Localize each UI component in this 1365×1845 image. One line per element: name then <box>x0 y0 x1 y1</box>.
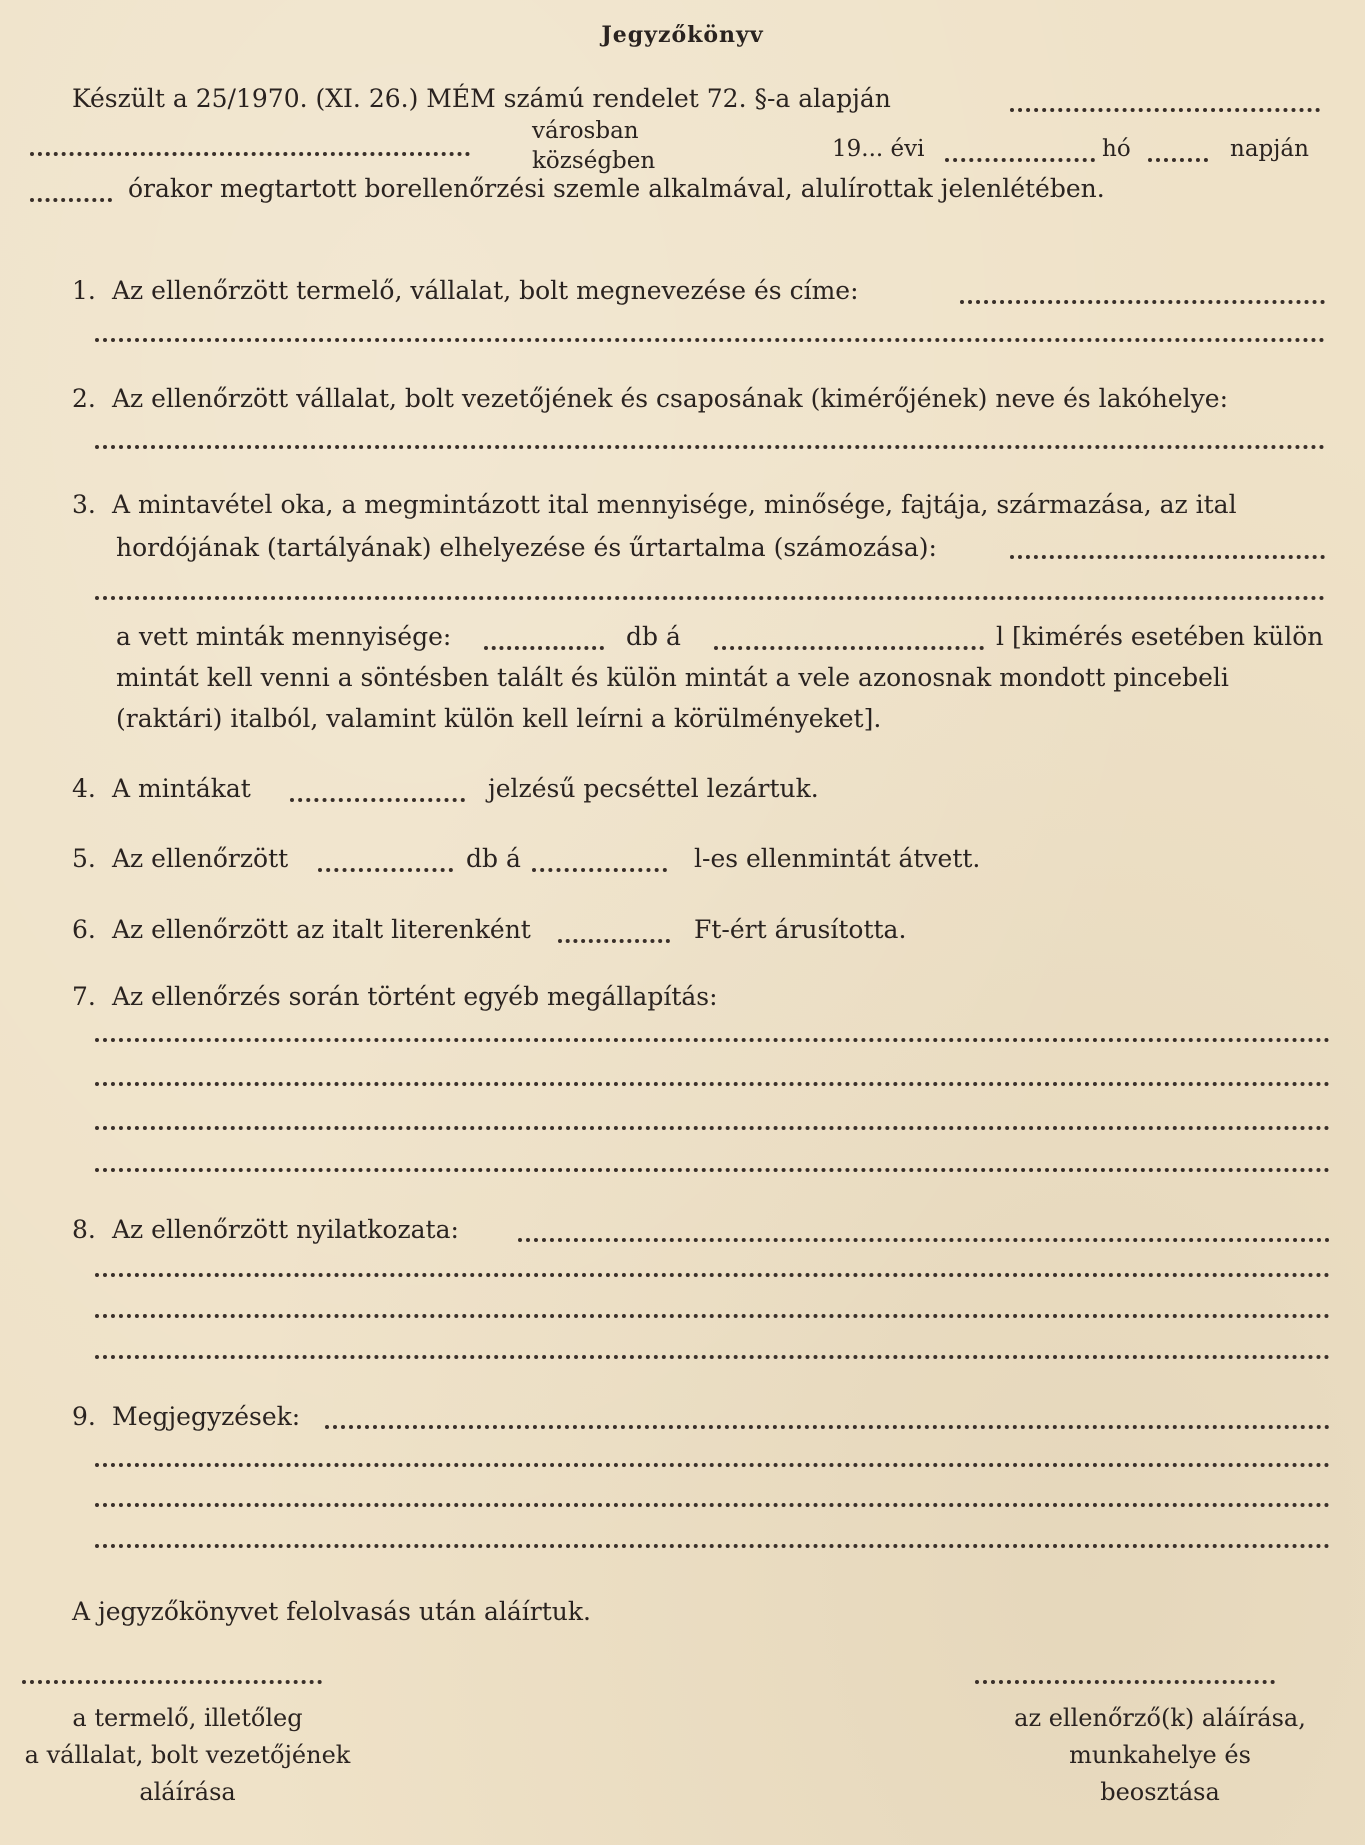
item-6 <box>72 915 531 944</box>
item-1-label: Az ellenőrzött termelő, vállalat, bolt megnevezése és címe: <box>112 276 859 305</box>
item-5-suffix: l-es ellenmintát átvett. <box>694 844 981 873</box>
item-4-label: A mintákat <box>112 774 251 803</box>
item-7 <box>72 982 718 1011</box>
item-2-label: Az ellenőrzött vállalat, bolt vezetőjének és csaposának (kimérőjének) neve és lakóhelye: <box>112 384 1229 413</box>
item-number: 2. <box>72 384 96 413</box>
item-3-blank-2[interactable] <box>95 596 1325 600</box>
item-6-suffix: Ft-ért árusította. <box>694 915 907 944</box>
item-9 <box>72 1402 300 1431</box>
item-number: 7. <box>72 982 96 1011</box>
item-7-blank-1[interactable] <box>95 1038 1330 1042</box>
intro-place-blank[interactable] <box>1010 108 1320 112</box>
item-8 <box>72 1215 459 1244</box>
item-1-blank-2[interactable] <box>95 338 1325 342</box>
right-caption-line-2: munkahelye és <box>1069 1741 1251 1769</box>
intro-hour-blank[interactable] <box>30 198 112 202</box>
left-caption-line-2: a vállalat, bolt vezetőjének <box>24 1741 351 1769</box>
item-7-blank-2[interactable] <box>95 1082 1330 1086</box>
item-5-volume-blank[interactable] <box>532 868 667 872</box>
item-3-sample-volume-blank[interactable] <box>714 646 984 650</box>
item-8-blank-2[interactable] <box>95 1273 1330 1277</box>
item-3-sample-count-blank[interactable] <box>484 646 604 650</box>
document-title: Jegyzőkönyv <box>601 22 764 48</box>
item-6-price-blank[interactable] <box>558 939 670 943</box>
item-3-db-label: db á <box>626 622 681 651</box>
right-signature-caption <box>975 1700 1345 1811</box>
item-3 <box>72 490 1327 519</box>
item-7-label: Az ellenőrzés során történt egyéb megállapítás: <box>112 982 718 1011</box>
item-9-blank-1[interactable] <box>325 1425 1330 1429</box>
left-caption-line-1: a termelő, illetőleg <box>72 1704 303 1732</box>
right-caption-line-1: az ellenőrző(k) aláírása, <box>1014 1704 1306 1732</box>
intro-text: Készült a 25/1970. (XI. 26.) MÉM számú rendelet 72. §-a alapján <box>72 84 891 113</box>
item-9-label: Megjegyzések: <box>112 1402 301 1431</box>
left-signature-line[interactable] <box>22 1680 322 1684</box>
item-number: 8. <box>72 1215 96 1244</box>
item-3-sample-line-3: (raktári) italból, valamint külön kell leírni a körülményeket]. <box>116 704 882 733</box>
item-number: 3. <box>72 490 96 519</box>
item-9-blank-2[interactable] <box>95 1463 1330 1467</box>
item-1-blank[interactable] <box>960 300 1325 304</box>
item-2-blank[interactable] <box>95 445 1325 449</box>
item-9-blank-3[interactable] <box>95 1503 1330 1507</box>
item-8-blank-4[interactable] <box>95 1355 1330 1359</box>
right-caption-line-3: beosztása <box>1100 1778 1220 1806</box>
item-5-db-label: db á <box>466 844 521 873</box>
village-label: községben <box>532 148 656 174</box>
item-number: 5. <box>72 844 96 873</box>
left-caption-line-3: aláírása <box>139 1778 236 1806</box>
month-label: hó <box>1102 136 1131 162</box>
intro-month-blank[interactable] <box>1148 158 1208 162</box>
item-4-seal-blank[interactable] <box>290 798 465 802</box>
left-signature-caption <box>0 1700 375 1811</box>
item-number: 4. <box>72 774 96 803</box>
item-5-count-blank[interactable] <box>318 868 453 872</box>
right-signature-line[interactable] <box>975 1680 1275 1684</box>
intro-city-blank[interactable] <box>30 152 470 156</box>
city-label: városban <box>532 118 639 144</box>
item-2 <box>72 384 1327 413</box>
item-3-sample-note: l [kimérés esetében külön <box>996 622 1324 651</box>
item-number: 6. <box>72 915 96 944</box>
item-3-sample-qty-label: a vett minták mennyisége: <box>116 622 452 651</box>
intro-year-blank[interactable] <box>945 158 1095 162</box>
item-8-blank-1[interactable] <box>518 1238 1330 1242</box>
item-3-line-1: A mintavétel oka, a megmintázott ital mennyisége, minősége, fajtája, származása, az ital <box>112 490 1237 519</box>
item-3-line-2: hordójának (tartályának) elhelyezése és űrtartalma (számozása): <box>116 533 937 562</box>
item-4 <box>72 774 251 803</box>
day-label: napján <box>1230 136 1309 162</box>
item-5-label: Az ellenőrzött <box>112 844 289 873</box>
item-7-blank-4[interactable] <box>95 1168 1330 1172</box>
intro-line-3: órakor megtartott borellenőrzési szemle alkalmával, alulírottak jelenlétében. <box>128 174 1105 203</box>
closing-statement: A jegyzőkönyvet felolvasás után aláírtuk. <box>72 1597 591 1626</box>
year-label: 19... évi <box>832 136 925 162</box>
item-8-blank-3[interactable] <box>95 1314 1330 1318</box>
item-3-sample-line-2: mintát kell venni a söntésben talált és külön mintát a vele azonosnak mondott pincebeli <box>116 663 1229 692</box>
item-1 <box>72 276 859 305</box>
intro-line-1 <box>72 84 992 113</box>
item-8-label: Az ellenőrzött nyilatkozata: <box>112 1215 459 1244</box>
item-6-label: Az ellenőrzött az italt literenként <box>112 915 531 944</box>
item-7-blank-3[interactable] <box>95 1126 1330 1130</box>
item-3-blank-1[interactable] <box>1010 555 1325 559</box>
item-9-blank-4[interactable] <box>95 1544 1330 1548</box>
item-number: 1. <box>72 276 96 305</box>
item-4-suffix: jelzésű pecséttel lezártuk. <box>488 774 819 803</box>
item-5 <box>72 844 288 873</box>
item-number: 9. <box>72 1402 96 1431</box>
